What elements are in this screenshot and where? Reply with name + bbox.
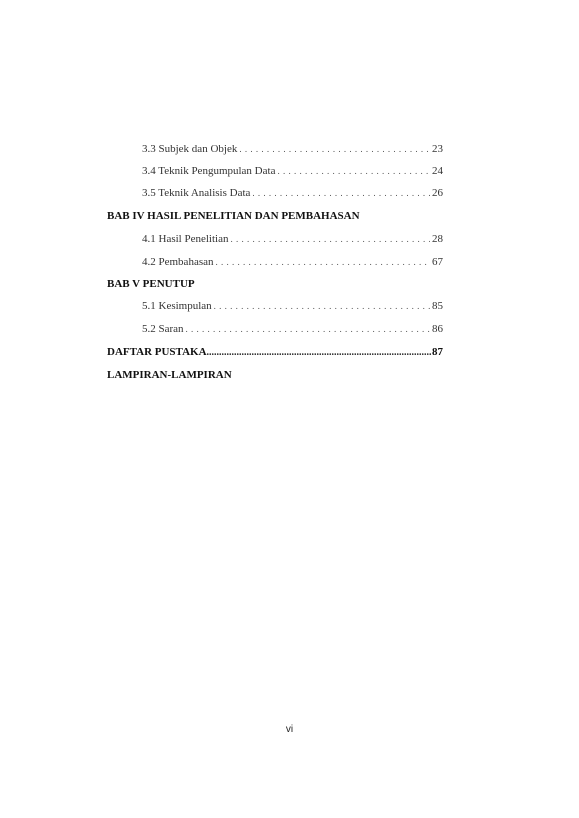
page-number: vi (285, 724, 294, 735)
toc-chapter-label: BAB V PENUTUP (107, 278, 195, 290)
toc-chapter-bab-v (107, 277, 195, 291)
toc-entry-5-1 (142, 299, 443, 313)
toc-chapter-daftar-pustaka (107, 345, 443, 360)
toc-entry-5-2 (142, 322, 443, 336)
toc-chapter-lampiran (107, 368, 232, 382)
dot-leader (252, 186, 430, 200)
toc-entry-3-4 (142, 164, 443, 178)
toc-chapter-label: BAB IV HASIL PENELITIAN DAN PEMBAHASAN (107, 210, 360, 222)
toc-entry-page: 67 (432, 256, 443, 268)
toc-entry-4-1 (142, 232, 443, 246)
toc-entry-label: 3.5 Teknik Analisis Data (142, 187, 251, 199)
toc-chapter-label: LAMPIRAN-LAMPIRAN (107, 369, 232, 381)
toc-entry-4-2 (142, 255, 443, 269)
toc-entry-page: 23 (432, 143, 443, 155)
toc-entry-label: 4.2 Pembahasan (142, 256, 214, 268)
toc-entry-label: 5.2 Saran (142, 323, 184, 335)
toc-entry-label: 3.4 Teknik Pengumpulan Data (142, 165, 276, 177)
toc-entry-3-3 (142, 142, 443, 156)
toc-chapter-label: DAFTAR PUSTAKA (107, 346, 207, 358)
dot-leader (207, 346, 432, 360)
toc-entry-label: 5.1 Kesimpulan (142, 300, 212, 312)
toc-chapter-page: 87 (432, 346, 443, 358)
toc-entry-page: 86 (432, 323, 443, 335)
toc-entry-page: 85 (432, 300, 443, 312)
dot-leader (186, 322, 430, 336)
toc-chapter-bab-iv (107, 209, 360, 223)
toc-entry-page: 28 (432, 233, 443, 245)
toc-entry-page: 24 (432, 165, 443, 177)
dot-leader (239, 142, 430, 156)
toc-entry-3-5 (142, 186, 443, 200)
toc-entry-page: 26 (432, 187, 443, 199)
dot-leader (214, 299, 430, 313)
toc-entry-label: 4.1 Hasil Penelitian (142, 233, 229, 245)
dot-leader (215, 255, 430, 269)
dot-leader (230, 232, 430, 246)
dot-leader (277, 164, 430, 178)
toc-entry-label: 3.3 Subjek dan Objek (142, 143, 238, 155)
